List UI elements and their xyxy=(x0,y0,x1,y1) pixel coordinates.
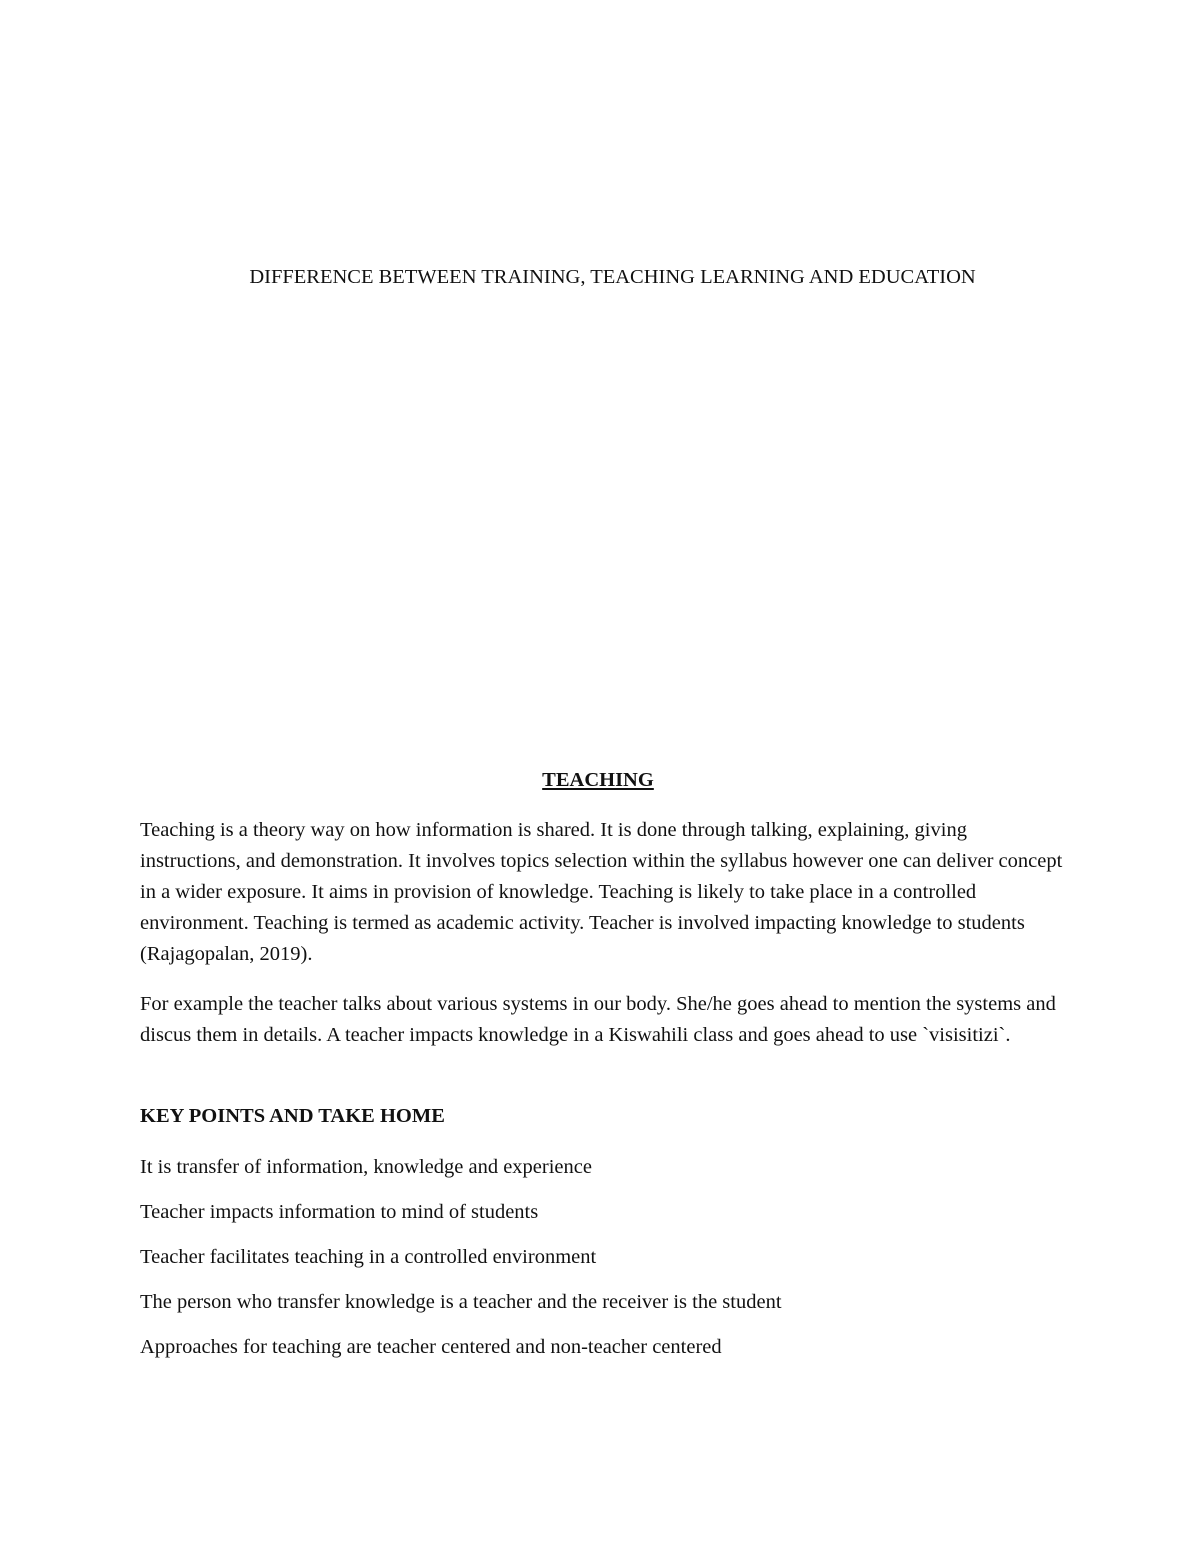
paragraph-definition: Teaching is a theory way on how information is shared. It is done through talking, explaining, giving instructions, and demonstration. It involves topics selection within the syllabus however one can deliver concept in a wider exposure. It aims in provision of knowledge. Teaching is likely to take place in a controlled environment. Teaching is termed as academic activity. Teacher is involved impacting knowledge to students (Rajagopalan, 2019). xyxy=(140,819,1063,965)
key-point-item: Teacher facilitates teaching in a controlled environment xyxy=(140,1246,597,1268)
key-point-item: Approaches for teaching are teacher centered and non-teacher centered xyxy=(140,1336,722,1358)
paragraph-example: For example the teacher talks about various systems in our body. She/he goes ahead to mention the systems and discus them in details. A teacher impacts knowledge in a Kiswahili class and goes ahead to use `visisitizi`. xyxy=(140,993,1056,1046)
document-title: DIFFERENCE BETWEEN TRAINING, TEACHING LEARNING AND EDUCATION xyxy=(249,266,976,288)
key-point-item: The person who transfer knowledge is a teacher and the receiver is the student xyxy=(140,1291,782,1313)
key-points-heading: KEY POINTS AND TAKE HOME xyxy=(140,1105,445,1127)
key-point-item: Teacher impacts information to mind of students xyxy=(140,1201,539,1223)
section-heading-teaching: TEACHING xyxy=(542,769,654,791)
key-point-item: It is transfer of information, knowledge and experience xyxy=(140,1156,592,1178)
